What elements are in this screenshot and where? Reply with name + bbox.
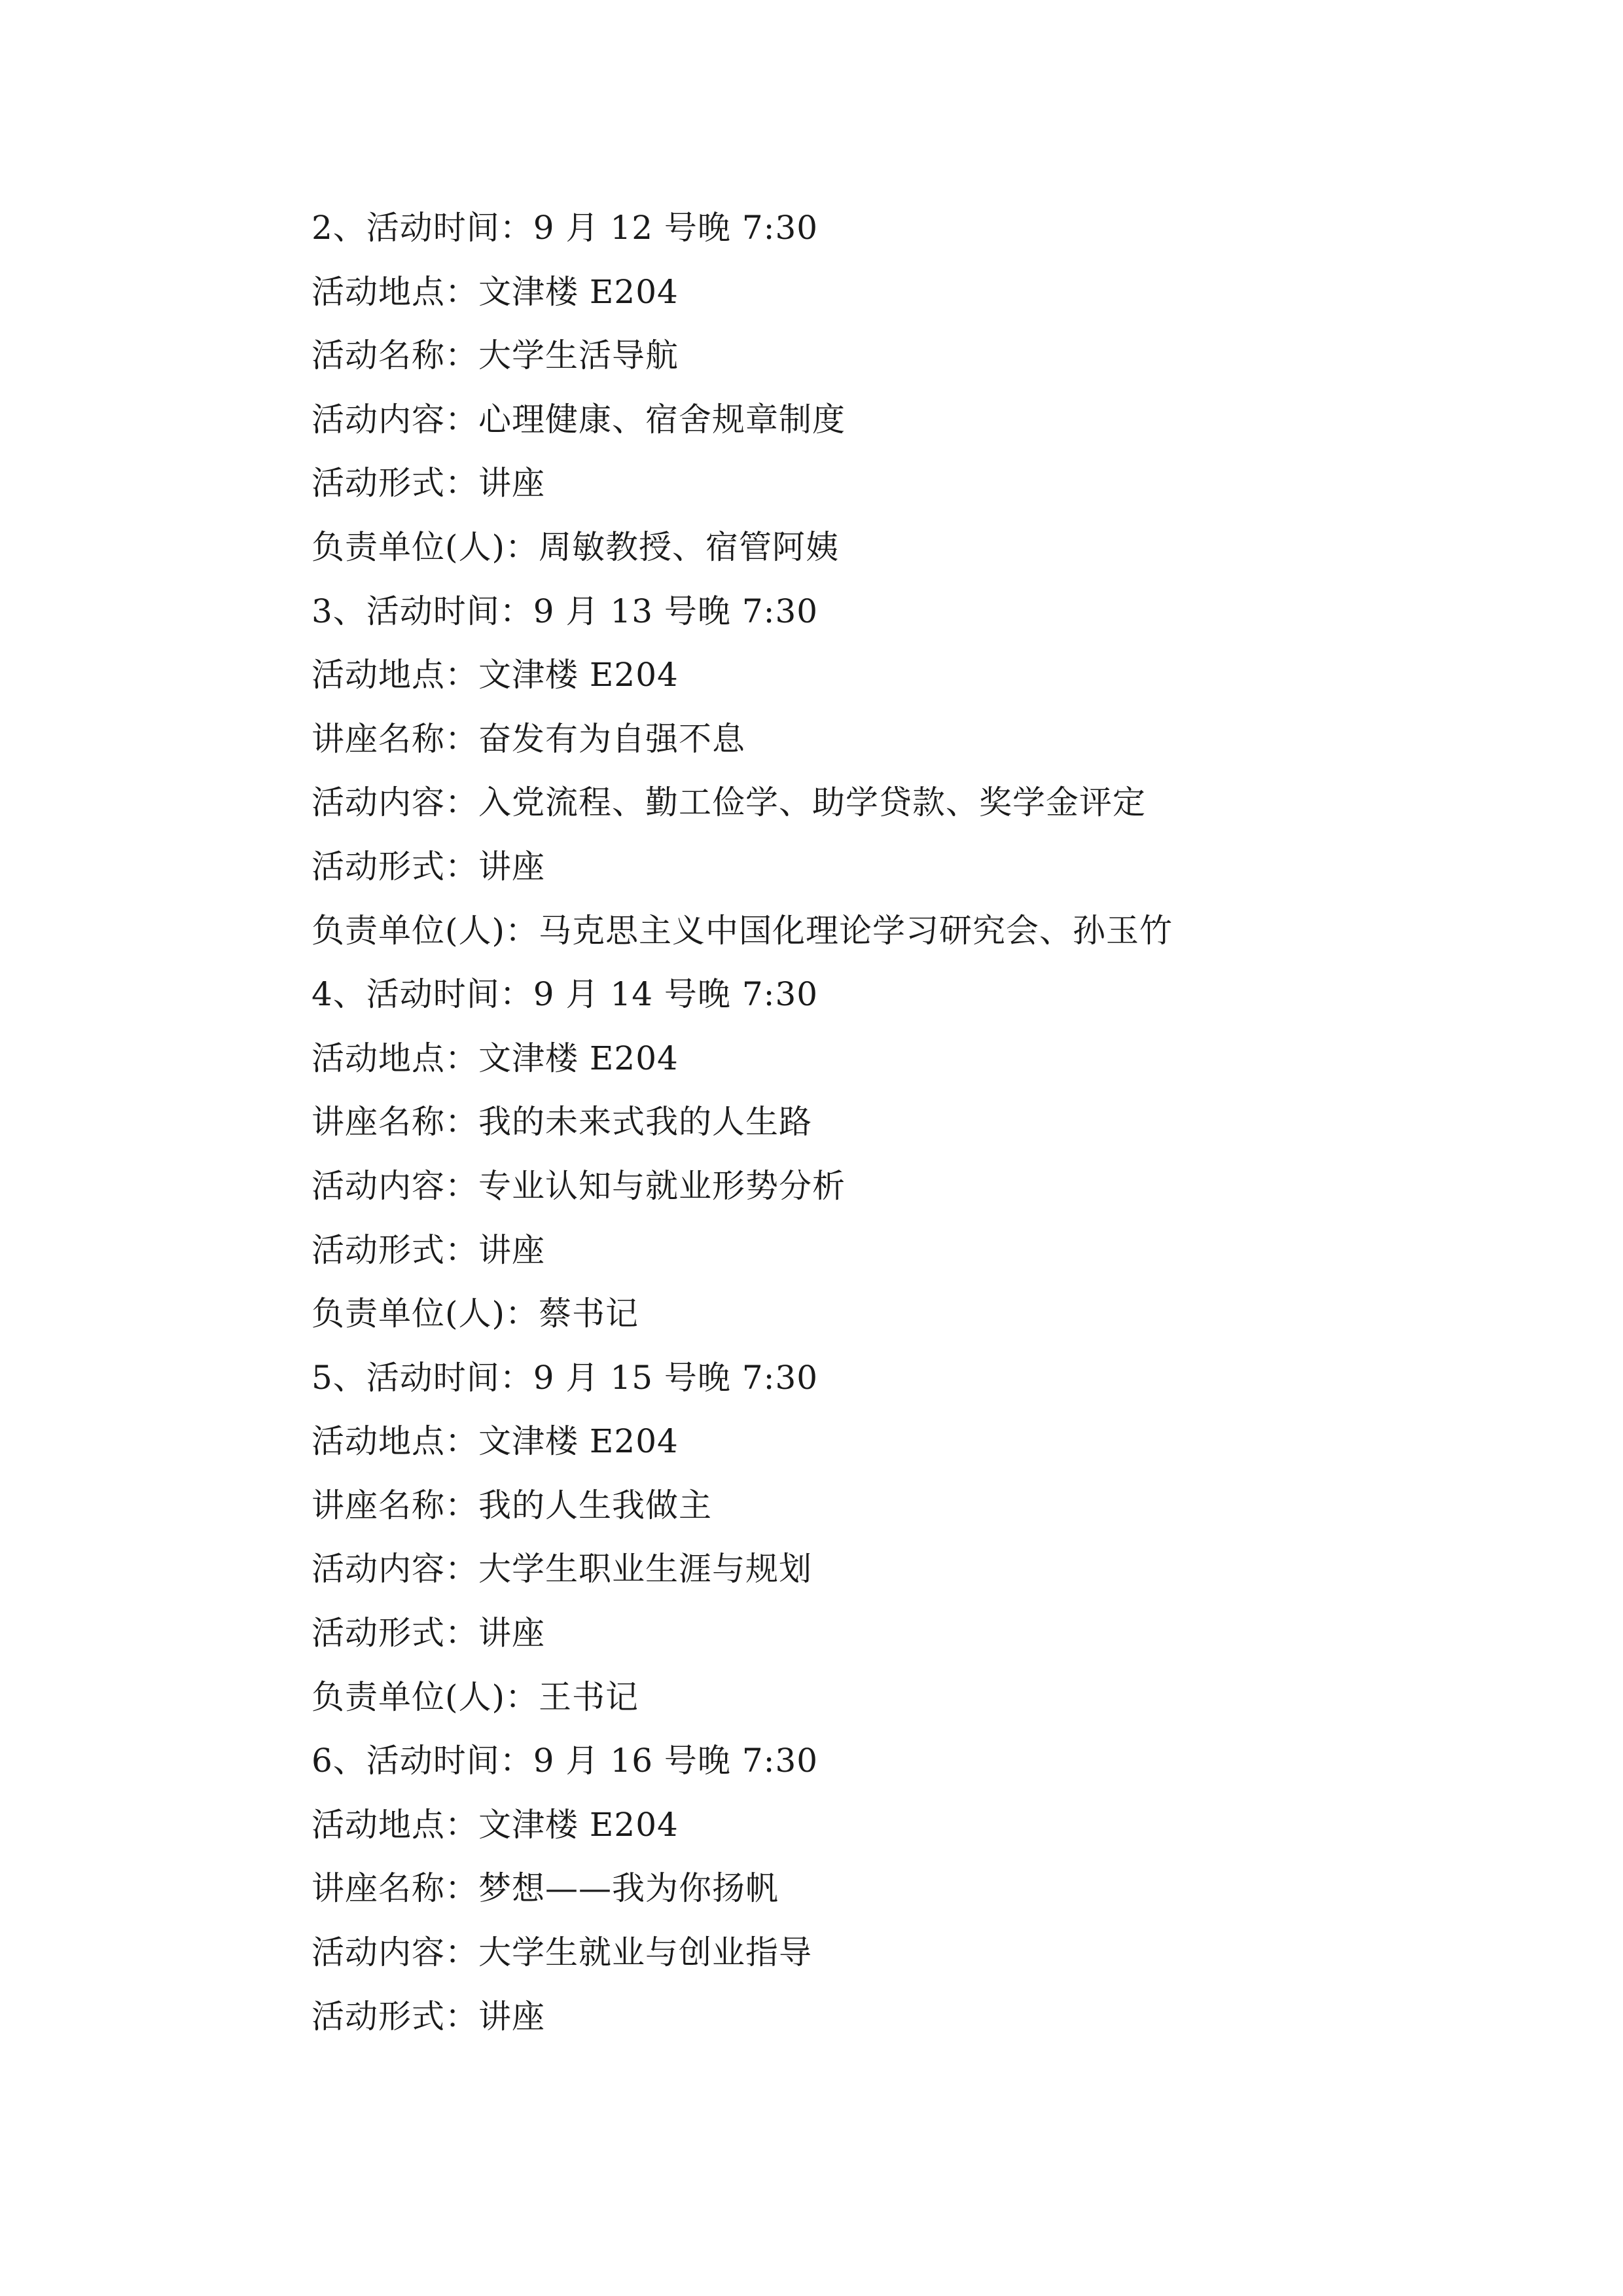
text-line: 活动内容：心理健康、宿舍规章制度 [312, 400, 846, 439]
text-line: 活动形式：讲座 [312, 464, 545, 503]
text-line: 活动形式：讲座 [312, 847, 545, 886]
text-line: 讲座名称：奋发有为自强不息 [312, 719, 745, 758]
text-line: 负责单位(人)：蔡书记 [312, 1295, 639, 1333]
text-line: 讲座名称：梦想——我为你扬帆 [312, 1869, 779, 1908]
text-line: 活动地点：文津楼 E204 [312, 656, 679, 694]
text-line: 活动内容：大学生职业生涯与规划 [312, 1550, 812, 1588]
text-line: 活动形式：讲座 [312, 1230, 545, 1269]
text-line: 活动地点：文津楼 E204 [312, 1039, 679, 1077]
text-line: 讲座名称：我的人生我做主 [312, 1486, 712, 1524]
text-line: 负责单位(人)：王书记 [312, 1677, 639, 1716]
text-line: 4、活动时间：9 月 14 号晚 7:30 [312, 975, 819, 1014]
text-line: 活动地点：文津楼 E204 [312, 1805, 679, 1844]
text-line: 活动名称：大学生活导航 [312, 336, 679, 375]
text-line: 活动内容：专业认知与就业形势分析 [312, 1166, 846, 1205]
text-line: 活动地点：文津楼 E204 [312, 1422, 679, 1461]
document-body [312, 196, 1555, 2049]
text-line: 3、活动时间：9 月 13 号晚 7:30 [312, 592, 819, 630]
text-line: 活动内容：入党流程、勤工俭学、助学贷款、奖学金评定 [312, 783, 1146, 822]
text-line: 活动形式：讲座 [312, 1614, 545, 1653]
text-line: 6、活动时间：9 月 16 号晚 7:30 [312, 1742, 819, 1780]
text-line: 讲座名称：我的未来式我的人生路 [312, 1103, 812, 1141]
text-line: 5、活动时间：9 月 15 号晚 7:30 [312, 1358, 819, 1397]
text-line: 活动形式：讲座 [312, 1997, 545, 2036]
text-line: 活动地点：文津楼 E204 [312, 272, 679, 311]
text-line: 活动内容：大学生就业与创业指导 [312, 1933, 812, 1972]
text-line: 2、活动时间：9 月 12 号晚 7:30 [312, 209, 819, 247]
text-line: 负责单位(人)：周敏教授、宿管阿姨 [312, 528, 840, 566]
text-line: 负责单位(人)：马克思主义中国化理论学习研究会、孙玉竹 [312, 911, 1173, 950]
